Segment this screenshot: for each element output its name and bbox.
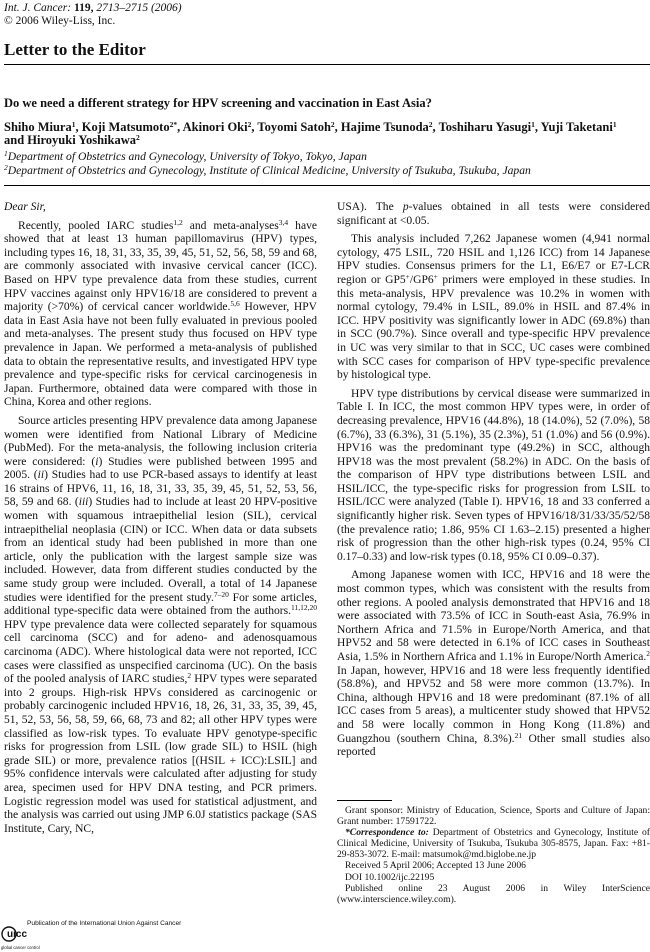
uicc-logo-mark xyxy=(1,927,40,950)
body-paragraph: Recently, pooled IARC studies$^{1,2}$ and meta-analyses$^{3,4}$ have showed that at least 13 human papillomavirus (HPV) types, including types 16, 18, 31, 33, 35, 39, 45, 51, 52, 56, 58, 59 and 68, are commonly associated with invasive cervical cancer (ICC). Based on HPV type prevalence data from these studies, current HPV vaccines against only HPV16/18 are considered to prevent a majority (>70%) of cervical cancer worldwide.$^{5,6}$ However, HPV data in East Asia have not been fully evaluated in previous pooled and meta-analyses. The present study thus focused on HPV type prevalence in Japan. We performed a meta-analysis of published data to obtain the representative results, and investigated HPV type prevalence and type-specific risks for cervical carcinogenesis in Japan. Furthermore, obtained data were compared with those in China, Korea and other regions. xyxy=(4,217,317,409)
footnote-received: Received 5 April 2006; Accepted 13 June 2006 xyxy=(345,860,526,872)
author: Hiroyuki Yoshikawa$^2$ xyxy=(27,133,140,147)
section-heading: Letter to the Editor xyxy=(4,40,146,59)
uicc-logo xyxy=(0,922,44,952)
publisher-line: Publication of the International Union Against Cancer xyxy=(27,920,182,927)
body-paragraph: This analysis included 7,262 Japanese women (4,941 normal cytology, 475 LSIL, 720 HSIL and 1,126 ICC) from 14 Japanese HPV studies. Consensus primers for the L1, E6/E7 or E7-LCR region or GP5+/GP6+ primers were employed in these studies. In this meta-analysis, HPV prevalence was 10.2% in women with normal cytology, 79.4% in LSIL, 89.0% in HSIL and 87.4% in ICC. HPV positivity was significantly lower in ADC (69.8%) than in SCC (90.7%). Since overall and type-specific HPV prevalence in UC was very similar to that in SCC, UC cases were combined with SCC cases for comparison of HPV type-specific prevalence by histological type. xyxy=(337,233,650,382)
author: Akinori Oki$^2$ xyxy=(182,120,252,134)
author-list: Shiho Miura$^1$, Koji Matsumoto$^{2*}$, Akinori Oki$^2$, Toyomi Satoh$^2$, Hajime Tsunoda$^2$, Toshiharu Yasugi$^1$, Yuji Taketani$^1$ and Hiroyuki Yoshikawa$^2$ xyxy=(4,120,617,147)
right-column xyxy=(337,201,650,760)
footnote-grant: Grant sponsor: Ministry of Education, Science, Sports and Culture of Japan: Grant number: 17591722. xyxy=(337,805,650,828)
author: Toyomi Satoh$^2$ xyxy=(257,120,335,134)
salutation: Dear Sir, xyxy=(4,201,46,213)
footnotes xyxy=(337,805,650,905)
body-paragraph: Among Japanese women with ICC, HPV16 and 18 were the most common types, which was consistent with the results from other regions. A pooled analysis demonstrated that HPV16 and 18 were associated with 73.5% of ICC in South-east Asia, 76.9% in Northern Africa and 71.5% in Europe/North America, and that HPV52 and 58 were detected in 6.1% of ICC cases in Southeast Asia, 1.5% in Northern Africa and 1.1% in Europe/North America.$^2$ In Japan, however, HPV16 and 18 were less frequently identified (58.8%), and HPV52 and 58 were more common (13.7%). In China, although HPV16 and 18 were predominant (87.1% of all ICC cases from 5 areas), a multicenter study showed that HPV52 and 58 were locally common in Hong Kong (11.8%) and Guangzhou (southern China, 8.3%).$^{21}$ Other small studies also reported xyxy=(337,569,650,759)
author: Koji Matsumoto$^{2*}$ xyxy=(81,120,178,134)
author: Shiho Miura$^1$ xyxy=(4,120,76,134)
author: Yuji Taketani$^1$ xyxy=(540,120,617,134)
author: Hajime Tsunoda$^2$ xyxy=(340,120,433,134)
affiliation-rule xyxy=(4,185,650,186)
affiliations xyxy=(4,150,644,178)
uicc-logo-text: uicc xyxy=(7,929,28,940)
journal-citation xyxy=(4,2,182,15)
affiliation: $^1$Department of Obstetrics and Gynecology, University of Tokyo, Tokyo, Japan xyxy=(4,149,367,163)
footnote-doi: DOI 10.1002/ijc.22195 xyxy=(345,871,435,883)
footnote-rule xyxy=(337,800,392,801)
journal-volume: 119, xyxy=(73,2,94,14)
journal-pages: 2713–2715 (2006) xyxy=(96,2,182,14)
left-column xyxy=(4,201,317,836)
body-paragraph: HPV type distributions by cervical disease were summarized in Table I. In ICC, the most common HPV types were, in order of decreasing prevalence, HPV16 (44.8%), 18 (14.0%), 52 (7.0%), 58 (6.7%), 33 (6.3%), 31 (5.1%), 35 (2.3%), 51 (1.0%) and 56 (0.9%). HPV16 was the predominant type (49.2%) in SCC, although HPV18 was the most prevalent (58.2%) in ADC. On the basis of the comparison of HPV type distributions between LSIL and HSIL/ICC, the type-specific risks for progression from LSIL to HSIL/ICC were analyzed (Table I). HPV16, 18 and 33 conferred a significantly higher risk. Seven types of HPV16/18/31/33/35/52/58 (the prevalence ratio; 1.86, 95% CI 1.63–2.15) presented a higher risk of progression than the other high-risk types (0.24, 95% CI 0.17–0.33) and low-risk types (0.18, 95% CI 0.09–0.37). xyxy=(337,387,650,563)
journal-abbrev: Int. J. Cancer: xyxy=(4,2,72,14)
footnote-published: Published online 23 August 2006 in Wiley InterScience (www.interscience.wiley.com). xyxy=(337,882,650,905)
article-title: Do we need a different strategy for HPV screening and vaccination in East Asia? xyxy=(4,96,432,110)
author: Toshiharu Yasugi$^1$ xyxy=(438,120,535,134)
body-paragraph: USA). The p-values obtained in all tests were considered significant at <0.05. xyxy=(337,201,650,227)
footnote-correspondence: *Correspondence to: Department of Obstetrics and Gynecology, Institute of Clinical Medicine, University of Tsukuba, Tsukuba 305-8575, Japan. Fax: +81-29-853-3072. E-mail: matsumok@md.biglobe.ne.jp xyxy=(337,827,650,861)
affiliation: $^2$Department of Obstetrics and Gynecology, Institute of Clinical Medicine, University of Tsukuba, Tsukuba, Japan xyxy=(4,163,531,177)
heading-rule xyxy=(4,64,650,65)
copyright: © 2006 Wiley-Liss, Inc. xyxy=(4,15,116,27)
uicc-logo-tagline: global cancer control xyxy=(1,945,40,950)
body-paragraph: Source articles presenting HPV prevalence data among Japanese women were identified from National Library of Medicine (PubMed). For the meta-analysis, the following inclusion criteria were considered: (i) Studies were published between 1995 and 2005. (ii) Studies had to use PCR-based assays to identify at least 16 strains of HPV6, 11, 16, 18, 31, 33, 35, 39, 45, 51, 52, 53, 56, 58, 59 and 68. (iii) Studies had to include at least 20 HPV-positive women with squamous intraepithelial lesion (SIL), cervical intraepithelial neoplasia (CIN) or ICC. When data or data subsets from an identical study had been published in more than one article, only the publication with the largest sample size was included. However, data from different studies conducted by the same study group were included. Overall, a total of 14 Japanese studies were identified for the present study.$^{7-20}$ For some articles, additional type-specific data were obtained from the authors.$^{11,12,20}$ HPV type prevalence data were collected separately for squamous cell carcinoma (SCC) and for adeno- and adenosquamous carcinoma (ADC). Where histological data were not reported, ICC cases were classified as unspecified carcinoma (UC). On the basis of the pooled analysis of IARC studies,$^2$ HPV types were separated into 2 groups. High-risk HPVs considered as carcinogenic or probably carcinogenic included HPV16, 18, 26, 31, 33, 35, 39, 45, 51, 52, 53, 56, 58, 59, 66, 68, 73 and 82; all other HPV types were classified as low-risk types. To evaluate HPV genotype-specific risks for progression from LSIL (low grade SIL) to HSIL (high grade SIL) or more, prevalence ratios [(HSIL + ICC):LSIL] and 95% confidence intervals were calculated after adjusting for study area, specimen used for HPV DNA testing, and PCR primers. Logistic regression model was used for statistical adjustment, and the analysis was carried out using JMP 6.0J statistics package (SAS Institute, Cary, NC, xyxy=(4,414,318,835)
